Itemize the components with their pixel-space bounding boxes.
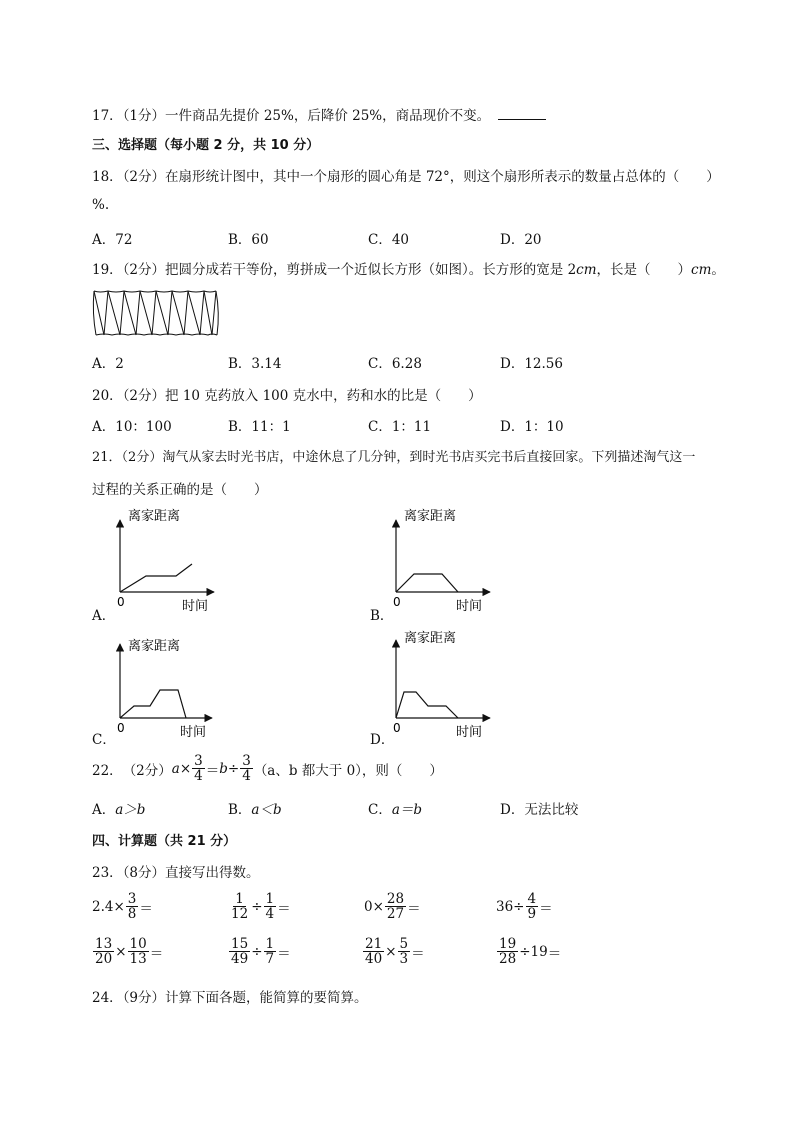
x-axis-label: 时间 — [182, 599, 209, 614]
q21-option-a-label[interactable]: A． — [92, 608, 116, 624]
q24-number: 24． — [92, 990, 123, 1006]
q18 — [92, 165, 720, 185]
path-line — [396, 574, 458, 592]
q22-option-c[interactable]: C．a＝b — [368, 802, 423, 818]
q22-times: × — [179, 760, 192, 777]
q20-text: 把 10 克药放入 100 克水中，药和水的比是（ ） — [165, 388, 482, 404]
q21 — [92, 446, 695, 465]
q18-text-cont: %. — [92, 197, 110, 213]
q20-option-c[interactable]: C．1：11 — [368, 419, 432, 435]
q22-divide: ÷ — [227, 760, 240, 777]
q21-number: 21． — [92, 450, 122, 465]
q20-option-d[interactable]: D．1：10 — [500, 419, 564, 435]
q22-fraction-2: $\frac{3}{4}$ — [242, 753, 251, 785]
path-line — [396, 692, 458, 718]
q17-text: 一件商品先提价 25%，后降价 25%，商品现价不变。 — [165, 108, 491, 124]
q23-text: 直接写出得数。 — [165, 865, 260, 881]
q22-number: 22． — [92, 762, 123, 779]
q19-unit-cm: cm — [576, 262, 597, 278]
q22-option-a[interactable]: A．a＞b — [92, 802, 146, 818]
q21-option-b-label[interactable]: B． — [370, 608, 394, 624]
q20-option-b[interactable]: B．11：1 — [228, 419, 291, 435]
q22-var-a: a — [171, 760, 180, 777]
origin-label: 0 — [393, 595, 401, 609]
q21-option-d-label[interactable]: D． — [370, 732, 395, 748]
q22-note: （a、b 都大于 0），则（ ） — [253, 762, 443, 779]
q23-score: （8分） — [122, 865, 166, 881]
q22-fraction-1: $\frac{3}{4}$ — [194, 753, 203, 785]
section4-title: 四、计算题（共 21 分） — [92, 834, 237, 849]
q19-text-a: 把圆分成若干等份，剪拼成一个近似长方形（如图）。长方形的宽是 2 — [165, 262, 577, 278]
q17-number: 17． — [92, 108, 123, 124]
q23-number: 23． — [92, 865, 123, 881]
q21-graph-d[interactable] — [386, 626, 506, 742]
y-axis-label: 离家距离 — [404, 509, 457, 524]
section3-title: 三、选择题（每小题 2 分，共 10 分） — [92, 138, 320, 153]
origin-label: 0 — [117, 721, 125, 735]
q22 — [92, 754, 443, 783]
q18-text: 在扇形统计图中，其中一个扇形的圆心角是 72°，则这个扇形所表示的数量占总体的（ ） — [165, 169, 720, 185]
q24-text: 计算下面各题，能简算的要简算。 — [165, 990, 368, 1006]
q22-var-b: b — [219, 760, 228, 777]
q17-answer-blank[interactable] — [498, 118, 546, 120]
q19-number: 19． — [92, 262, 123, 278]
q22-options — [92, 798, 732, 818]
q21-text-cont: 过程的关系正确的是（ ） — [92, 482, 268, 498]
q23-expr-1: 2.4× $\frac{3}{8}$ ＝ — [92, 891, 153, 923]
q21-text: 淘气从家去时光书店，中途休息了几分钟，到时光书店买完书后直接回家。下列描述淘气这一 — [162, 450, 696, 465]
q20-score: （2分） — [122, 388, 166, 404]
q22-option-d[interactable]: D．无法比较 — [500, 802, 579, 818]
q19-rectangle-figure — [90, 288, 222, 340]
path-line — [120, 564, 192, 592]
path-line — [120, 690, 186, 718]
q19-options — [92, 352, 732, 372]
q21-option-c-label[interactable]: C． — [92, 732, 116, 748]
q20-number: 20． — [92, 388, 123, 404]
q22-equals: ＝ — [205, 762, 220, 779]
q18-score: （2分） — [122, 169, 166, 185]
q23-expr-5: $\frac{13}{20}$ × $\frac{10}{13}$ ＝ — [95, 936, 164, 968]
q18-option-b[interactable]: B．60 — [228, 232, 269, 248]
q19-unit-cm-2: cm — [691, 262, 712, 278]
q20-option-a[interactable]: A．10：100 — [92, 419, 172, 435]
q23-expr-7: $\frac{21}{40}$ × $\frac{5}{3}$ ＝ — [365, 936, 425, 968]
q22-score: （2分） — [122, 762, 172, 779]
q19-text-end: 。 — [711, 262, 725, 278]
origin-label: 0 — [117, 595, 125, 609]
q19 — [92, 258, 725, 278]
q21-graph-c[interactable] — [108, 630, 228, 742]
q20-options — [92, 415, 732, 435]
q23-expr-8: $\frac{19}{28}$ ÷19 ＝ — [499, 936, 562, 968]
q19-option-b[interactable]: B．3.14 — [228, 356, 282, 372]
q18-options — [92, 228, 732, 248]
q23-expr-3: 0× $\frac{28}{27}$ ＝ — [364, 891, 421, 923]
q20 — [92, 384, 482, 404]
x-axis-label: 时间 — [180, 725, 207, 740]
q17 — [92, 104, 546, 124]
q19-text-b: ，长是（ ） — [596, 262, 692, 278]
x-axis-label: 时间 — [456, 599, 483, 614]
q18-number: 18． — [92, 169, 123, 185]
y-axis-label: 离家距离 — [404, 631, 457, 646]
q23-expr-4: 36÷ $\frac{4}{9}$ ＝ — [496, 891, 553, 923]
q24-score: （9分） — [122, 990, 166, 1006]
q19-score: （2分） — [122, 262, 166, 278]
x-axis-label: 时间 — [456, 725, 483, 740]
q18-option-a[interactable]: A．72 — [92, 232, 133, 248]
q21-score: （2分） — [121, 450, 163, 465]
q21-graph-b[interactable] — [386, 504, 506, 616]
origin-label: 0 — [393, 721, 401, 735]
q19-option-c[interactable]: C．6.28 — [368, 356, 422, 372]
q21-graph-a[interactable] — [108, 504, 228, 616]
q19-option-d[interactable]: D．12.56 — [500, 356, 563, 372]
q22-option-b[interactable]: B．a＜b — [228, 802, 282, 818]
q23-expr-6: $\frac{15}{49}$ ÷ $\frac{1}{7}$ ＝ — [231, 936, 291, 968]
y-axis-label: 离家距离 — [128, 639, 181, 654]
q17-score: （1分） — [122, 108, 166, 124]
q18-option-c[interactable]: C．40 — [368, 232, 410, 248]
q23 — [92, 861, 260, 881]
q23-expr-2: $\frac{1}{12}$ ÷ $\frac{1}{4}$ ＝ — [231, 891, 291, 923]
q19-option-a[interactable]: A．2 — [92, 356, 124, 372]
q24 — [92, 986, 368, 1006]
q18-option-d[interactable]: D．20 — [500, 232, 542, 248]
y-axis-label: 离家距离 — [128, 509, 181, 524]
